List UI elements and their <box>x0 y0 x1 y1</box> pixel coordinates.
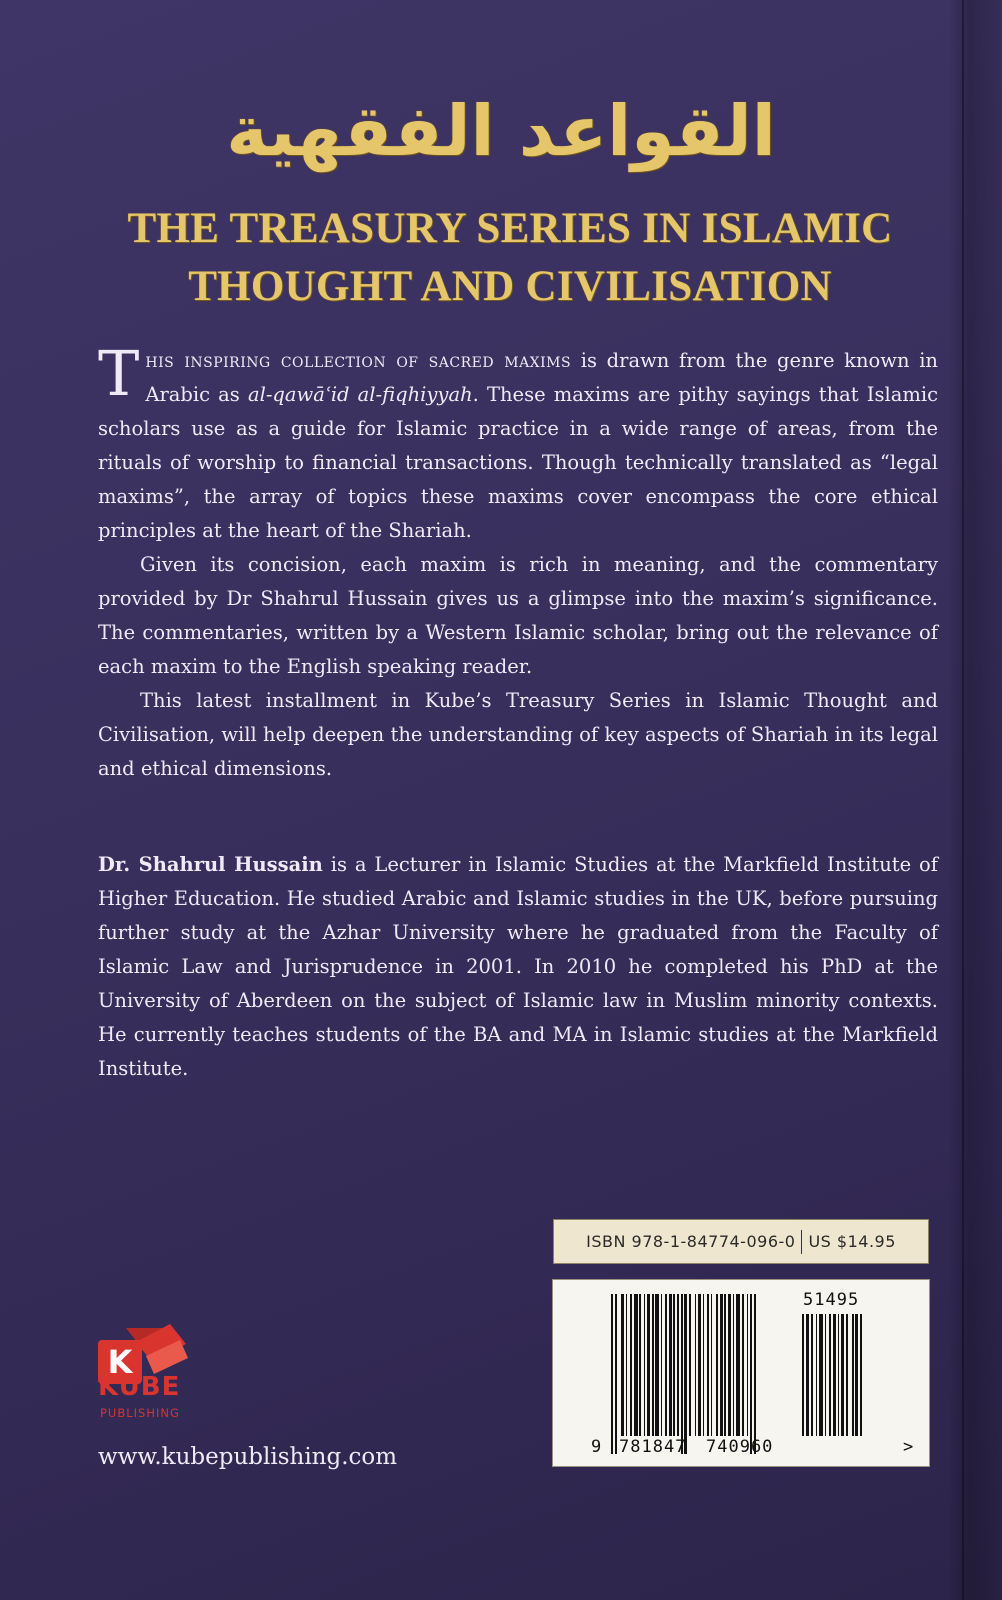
isbn-number: ISBN 978-1-84774-096-0 <box>586 1232 796 1251</box>
barcode-bar <box>838 1314 839 1436</box>
barcode-bar <box>681 1294 683 1454</box>
barcode-bar <box>647 1294 650 1436</box>
barcode-bar <box>703 1294 704 1436</box>
description-italic-term: al-qawāʿid al-fiqhiyyah <box>247 383 473 406</box>
barcode-bar <box>652 1294 654 1436</box>
barcode-addon-bars <box>802 1314 898 1454</box>
barcode-digits-left: 781847 <box>619 1437 687 1457</box>
barcode-bar <box>661 1294 662 1436</box>
barcode-bar <box>825 1314 826 1436</box>
barcode-bar <box>742 1294 744 1436</box>
arabic-title: القواعد الفقهية <box>226 90 776 172</box>
description-text: . These maxims are pithy sayings that Islamic scholars use as a guide for Islamic practice in a wide range of areas, from the rituals of worship to financial transactions. Though technically translated as “legal maxims”, the array of topics these maxims cover encompass the core ethical principles at the heart of the Shariah. <box>98 383 938 542</box>
barcode-bar <box>669 1294 672 1436</box>
barcode-bar <box>695 1294 696 1436</box>
isbn-price-label <box>553 1219 929 1264</box>
publisher-website: www.kubepublishing.com <box>98 1444 398 1470</box>
description-paragraph-3: This latest installment in Kube’s Treasury Series in Islamic Thought and Civilisation, will help deepen the understanding of key aspects of Shariah in its legal and ethical dimensions. <box>98 689 938 780</box>
barcode-bar <box>716 1294 718 1436</box>
barcode-bar <box>639 1294 641 1436</box>
description-text: is drawn from the genre known in Arabic as <box>145 349 938 406</box>
publisher-subtitle: PUBLISHING <box>100 1406 180 1420</box>
description-paragraph-2: Given its concision, each maxim is rich in meaning, and the commentary provided by Dr Shahrul Hussain gives us a glimpse into the maxim’s significance. The commentaries, written by a Western Islamic scholar, bring out the relevance of each maxim to the English speaking reader. <box>98 553 938 678</box>
barcode-bar <box>806 1314 809 1436</box>
barcode-bar <box>855 1314 858 1436</box>
barcode-bars <box>611 1294 795 1454</box>
barcode-bar <box>724 1294 726 1436</box>
barcode-bar <box>665 1294 667 1436</box>
barcode-bar <box>733 1294 734 1436</box>
barcode-bar <box>621 1294 624 1436</box>
barcode-bar <box>829 1314 831 1436</box>
barcode-bar <box>816 1314 817 1436</box>
barcode-bar <box>644 1294 645 1436</box>
barcode-bar <box>626 1294 627 1436</box>
description-smallcaps: his inspiring collection of sacred maxims <box>145 349 572 372</box>
author-name: Dr. Shahrul Hussain <box>98 853 323 876</box>
barcode-bar <box>802 1314 804 1436</box>
barcode-bar <box>720 1294 723 1436</box>
drop-cap: T <box>98 337 140 410</box>
barcode-addon-number: 51495 <box>803 1290 860 1310</box>
logo-letter: K <box>107 1343 133 1381</box>
price: US $14.95 <box>808 1232 896 1251</box>
barcode-digit-first: 9 <box>591 1437 603 1457</box>
series-title <box>0 200 1002 316</box>
barcode-bar <box>852 1314 854 1436</box>
author-bio-text: is a Lecturer in Islamic Studies at the Markfield Institute of Higher Education. He studied Arabic and Islamic studies in the UK, before pursuing further study at the Azhar University where he graduated from the Faculty of Islamic Law and Jurisprudence in 2001. In 2010 he completed his PhD at the University of Aberdeen on the subject of Islamic law in Muslim minority contexts. He currently teaches students of the BA and MA in Islamic studies at the Markfield Institute. <box>98 853 938 1080</box>
barcode-bar <box>630 1294 632 1436</box>
description-paragraph-1 <box>98 337 938 548</box>
barcode-digits-right: 740960 <box>706 1437 774 1457</box>
barcode-bar <box>655 1294 659 1436</box>
barcode-bar <box>841 1314 844 1436</box>
barcode-label <box>552 1279 930 1467</box>
book-description <box>98 337 938 786</box>
barcode-bar <box>673 1294 675 1436</box>
barcode-bar <box>860 1314 862 1436</box>
series-title-line2: THOUGHT AND CIVILISATION <box>188 263 832 310</box>
barcode-arrow: > <box>903 1437 915 1457</box>
barcode-bar <box>754 1294 756 1454</box>
barcode-bar <box>728 1294 731 1436</box>
barcode-bar <box>811 1314 813 1436</box>
barcode-bar <box>833 1314 836 1436</box>
barcode-bar <box>698 1294 701 1436</box>
author-bio <box>98 848 938 1086</box>
barcode-bar <box>819 1314 823 1436</box>
barcode-bar <box>736 1294 740 1436</box>
isbn-separator <box>801 1230 802 1254</box>
barcode-bar <box>707 1294 709 1436</box>
publisher-name: KUBE <box>98 1372 181 1402</box>
barcode-bar <box>846 1314 848 1436</box>
barcode-bar <box>711 1294 712 1436</box>
series-title-line1: THE TREASURY SERIES IN ISLAMIC <box>127 205 893 252</box>
barcode-bar <box>611 1294 613 1454</box>
barcode-bar <box>677 1294 679 1436</box>
barcode-bar <box>750 1294 752 1454</box>
barcode-bar <box>684 1294 687 1454</box>
barcode-bar <box>689 1294 691 1436</box>
barcode-bar <box>747 1294 748 1436</box>
barcode-bar <box>615 1294 617 1454</box>
author-bio-paragraph <box>98 848 938 1086</box>
barcode-bar <box>634 1294 638 1436</box>
